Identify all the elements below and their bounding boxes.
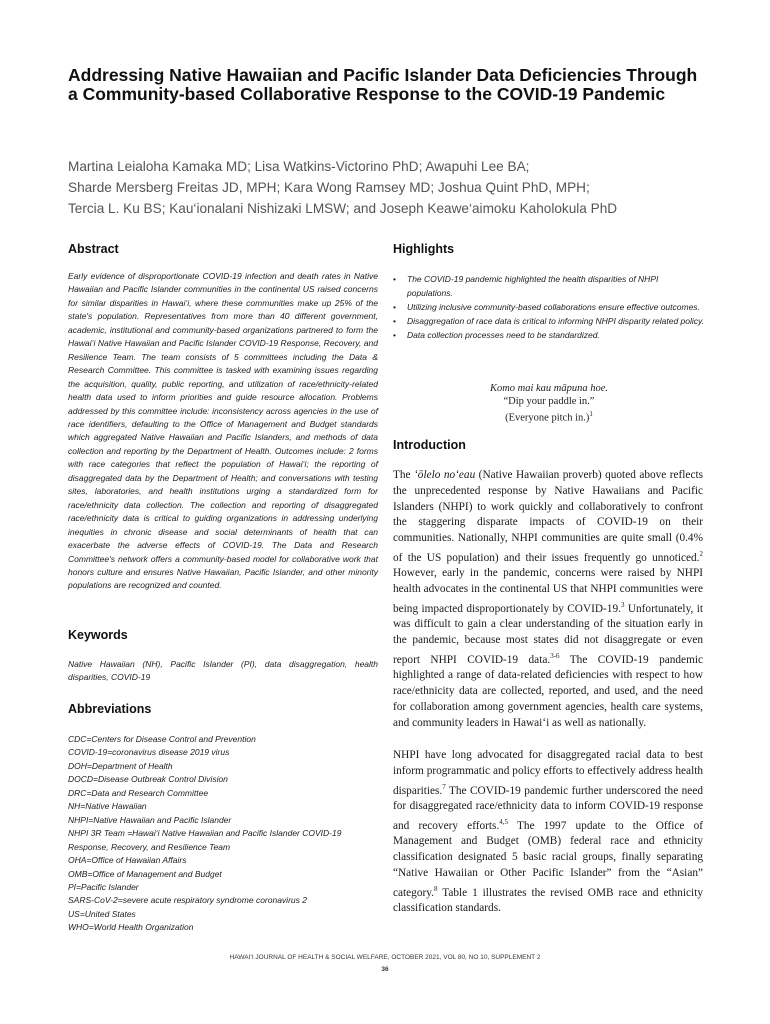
highlight-item: • Data collection processes need to be standardized. bbox=[393, 328, 705, 342]
article-title: Addressing Native Hawaiian and Pacific Islander Data Deficiencies Through a Community-based Collaborative Response to the COVID-19 Pandemic bbox=[68, 65, 698, 104]
text-run: Table 1 illustrates the revised OMB race and ethnicity classification standards. bbox=[393, 886, 703, 915]
citation-ref: 2 bbox=[699, 549, 703, 558]
abbreviation-item: CDC=Centers for Disease Control and Prevention bbox=[68, 734, 256, 744]
abbreviation-item: US=United States bbox=[68, 908, 136, 919]
abbreviation-item: NHPI=Native Hawaiian and Pacific Islander bbox=[68, 814, 232, 825]
highlights-list bbox=[393, 272, 705, 342]
abbreviation-item: Response, Recovery, and Resilience Team bbox=[68, 841, 231, 852]
abbreviation-item: DOCD=Disease Outbreak Control Division bbox=[68, 774, 228, 785]
author-line: Sharde Mersberg Freitas JD, MPH; Kara Wong Ramsey MD; Joshua Quint PhD, MPH; bbox=[68, 180, 590, 195]
abbreviation-item: WHO=World Health Organization bbox=[68, 922, 194, 933]
highlight-item: • Disaggregation of race data is critical to informing NHPI disparity related policy. bbox=[393, 314, 705, 328]
journal-footer: HAWAI‘I JOURNAL OF HEALTH & SOCIAL WELFARE, OCTOBER 2021, VOL 80, NO 10, SUPPLEMENT 2 bbox=[229, 954, 541, 961]
citation-ref: 7 bbox=[442, 782, 446, 791]
citation-ref: 8 bbox=[433, 884, 438, 893]
proverb-epigraph bbox=[393, 382, 705, 425]
proverb-translation: “Dip your paddle in.” bbox=[503, 396, 595, 407]
abbreviations-heading: Abbreviations bbox=[68, 702, 152, 716]
paragraph bbox=[393, 748, 703, 917]
page-number: 36 bbox=[381, 966, 389, 973]
keywords-heading: Keywords bbox=[68, 628, 128, 642]
paragraph bbox=[393, 468, 703, 731]
introduction-heading: Introduction bbox=[393, 438, 466, 452]
text-run: The COVID-19 pandemic further underscored the need for disaggregated race/ethnicity data to inform COVID-19 response and recovery efforts. bbox=[393, 784, 703, 832]
abbreviation-item: OMB=Office of Management and Budget bbox=[68, 868, 222, 879]
highlights-heading: Highlights bbox=[393, 242, 455, 256]
text-run: (Native Hawaiian proverb) quoted above reflects the unprecedented response by Native Hawaiians and Pacific Islanders (NHPI) to work quickly and collaboratively to confront the staggering disparate impacts of COVID-19 on their communities. Nationally, NHPI communities are quite small (0.4% of the US population) and their issues frequently go unnoticed. bbox=[393, 469, 703, 564]
text-run: The bbox=[393, 469, 415, 481]
proverb-meaning-text: (Everyone pitch in.) bbox=[505, 412, 590, 424]
proverb-hawaiian: Komo mai kau māpuna hoe. bbox=[489, 383, 609, 394]
text-run: However, early in the pandemic, concerns were raised by NHPI health advocates in the continental US that NHPI communities were being impacted disproportionately by COVID-19. bbox=[393, 567, 703, 615]
highlight-item: • Utilizing inclusive community-based collaborations ensure effective outcomes. bbox=[393, 300, 705, 314]
abbreviation-item: DRC=Data and Research Committee bbox=[68, 787, 209, 798]
text-run: The COVID-19 pandemic highlighted a range of data-related deficiencies with respect to how race/ethnicity data are collected, reported, and used, and the need for collaboration among government agencies, health care systems, and community leaders in Hawai‘i as well as nationally. bbox=[393, 653, 704, 729]
text-run: The 1997 update to the Office of Management and Budget (OMB) federal race and ethnicity classification designated 5 basic racial groups, finally separating “Native Hawaiian or Other Pacific Islander” from the “Asian” category. bbox=[393, 819, 704, 899]
citation-ref: 3-6 bbox=[550, 651, 560, 660]
text-run: Unfortunately, it was difficult to gain a clear understanding of the situation early in the pandemic, because most states did not disaggregate or even report NHPI COVID-19 data. bbox=[393, 602, 703, 666]
introduction-body-2 bbox=[393, 748, 703, 917]
abbreviation-item: NHPI 3R Team =Hawai‘i Native Hawaiian and Pacific Islander COVID-19 bbox=[68, 828, 342, 839]
author-line: Martina Leialoha Kamaka MD; Lisa Watkins-Victorino PhD; Awapuhi Lee BA; bbox=[68, 159, 530, 174]
abbreviation-item: DOH=Department of Health bbox=[68, 760, 173, 771]
abbreviation-item: OHA=Office of Hawaiian Affairs bbox=[68, 855, 187, 866]
abstract-text: Early evidence of disproportionate COVID-19 infection and death rates in Native Hawaiian and Pacific Islander communities in the continental US raised concerns for similar disparities in Hawai‘i, where these communities make up 25% of the state's population. Representatives from more than 40 different government, academic, institutional and community-based organizations partnered to form the Hawai‘i Native Hawaiian and Pacific Islander COVID-19 Response, Recovery, and Resilience Team. The team consists of 5 committees including the Data & Research Committee. This committee is tasked with examining issues regarding the acquisition, quality, public reporting, and utilization of race/ethnicity-related health data used to inform priorities and guide resource allocation. Problems addressed by this committee include: inconsistency across agencies in the use of race identifiers, defaulting to the Office of Management and Budget standards which aggregated Native Hawaiian and Pacific Islanders, and methods of data collection and reporting by the Department of Health. Outcomes include: 2 forms with race categories that reflect the population of Hawai‘i; the reporting of disaggregated data by the Department of Health; and conversations with testing sites, laboratories, and health institutions urging a standardized form for race/ethnicity data collection. The collection and reporting of disaggregated race/ethnicity data is critical to guiding organizations in addressing underlying inequities in chronic disease and social determinants of health that can exacerbate the adverse effects of COVID-19. The Data and Research Committee's network offers a community-based model for collaborative work that honors culture and ensures Native Hawaiian, Pacific Islander, and other minority populations are recognized and counted. bbox=[68, 271, 378, 591]
citation-ref: 3 bbox=[620, 600, 625, 609]
citation-ref: 1 bbox=[589, 410, 593, 418]
abbreviation-item: PI=Pacific Islander bbox=[68, 881, 139, 892]
abbreviation-item: NH=Native Hawaiian bbox=[68, 801, 147, 812]
citation-ref: 4,5 bbox=[499, 817, 509, 826]
proverb-meaning bbox=[393, 408, 705, 425]
keywords-text: Native Hawaiian (NH), Pacific Islander (PI), data disaggregation, health disparities, COVID-19 bbox=[68, 659, 378, 683]
abbreviation-item: COVID-19=coronavirus disease 2019 virus bbox=[68, 747, 230, 758]
author-line: Tercia L. Ku BS; Kau‘ionalani Nishizaki LMSW; and Joseph Keawe‘aimoku Kaholokula PhD bbox=[68, 201, 618, 216]
highlight-item: • The COVID-19 pandemic highlighted the health disparities of NHPI populations. bbox=[393, 272, 705, 300]
abbreviation-item: SARS-CoV-2=severe acute respiratory syndrome coronavirus 2 bbox=[68, 895, 307, 906]
abbreviations-list bbox=[68, 733, 388, 935]
abstract-heading: Abstract bbox=[68, 242, 119, 256]
text-run-italic: ‘ōlelo no‘eau bbox=[414, 469, 476, 481]
introduction-body bbox=[393, 468, 703, 731]
text-run: NHPI have long advocated for disaggregated racial data to best inform programmatic and policy efforts to effectively address health disparities. bbox=[393, 749, 703, 797]
author-list bbox=[68, 156, 728, 219]
